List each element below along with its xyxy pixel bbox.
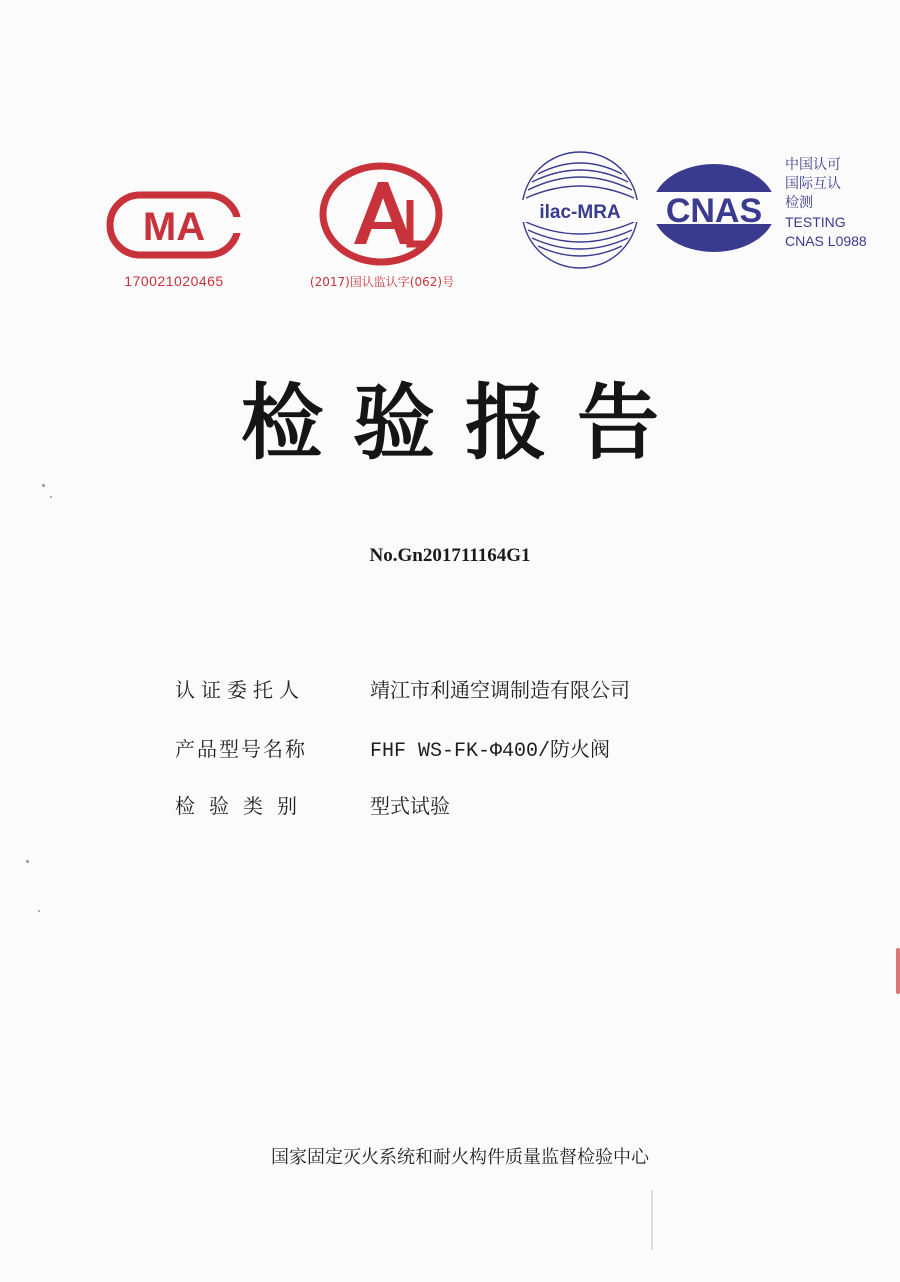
field-product-model <box>175 733 610 763</box>
field-value: 靖江市利通空调制造有限公司 <box>370 678 630 702</box>
field-entrusting-party <box>175 674 630 703</box>
cnas-line: 中国认可 <box>785 157 841 173</box>
cnas-line: CNAS L0988 <box>785 233 867 249</box>
issuing-organization: 国家固定灭火系统和耐火构件质量监督检验中心 <box>271 1147 649 1168</box>
cal-logo <box>318 160 444 268</box>
field-inspection-type <box>175 790 450 819</box>
cnas-logo-text: CNAS <box>665 192 763 230</box>
field-label: 产品型号名称 <box>175 737 307 761</box>
scan-line <box>651 1190 653 1250</box>
field-label: 认证委托人 <box>175 678 305 702</box>
report-number: No.Gn201711164G1 <box>369 545 531 566</box>
scan-speck <box>26 860 29 863</box>
cnas-logo <box>648 160 780 256</box>
cma-certificate-code: 170021020465 <box>124 273 224 289</box>
cnas-line: 国际互认 <box>785 176 841 192</box>
ilac-mra-logo-text: ilac-MRA <box>539 202 621 223</box>
edge-mark <box>896 948 900 994</box>
field-label: 检验类别 <box>175 794 311 818</box>
scan-speck <box>50 496 52 498</box>
scan-speck <box>42 484 45 487</box>
field-value: FHF WS-FK-Φ400/防火阀 <box>370 740 611 763</box>
cma-logo <box>104 185 244 265</box>
cnas-line: 检测 <box>785 195 813 211</box>
scan-speck <box>38 910 40 912</box>
field-value: 型式试验 <box>370 794 450 818</box>
cma-logo-lettering: MA <box>142 205 206 249</box>
cal-certificate-code: (2017)国认监认字(062)号 <box>309 275 455 289</box>
cnas-accreditation-text <box>785 156 895 251</box>
report-title: 检验报告 <box>240 376 689 471</box>
cnas-line: TESTING <box>785 214 846 230</box>
ilac-mra-logo <box>518 148 642 272</box>
